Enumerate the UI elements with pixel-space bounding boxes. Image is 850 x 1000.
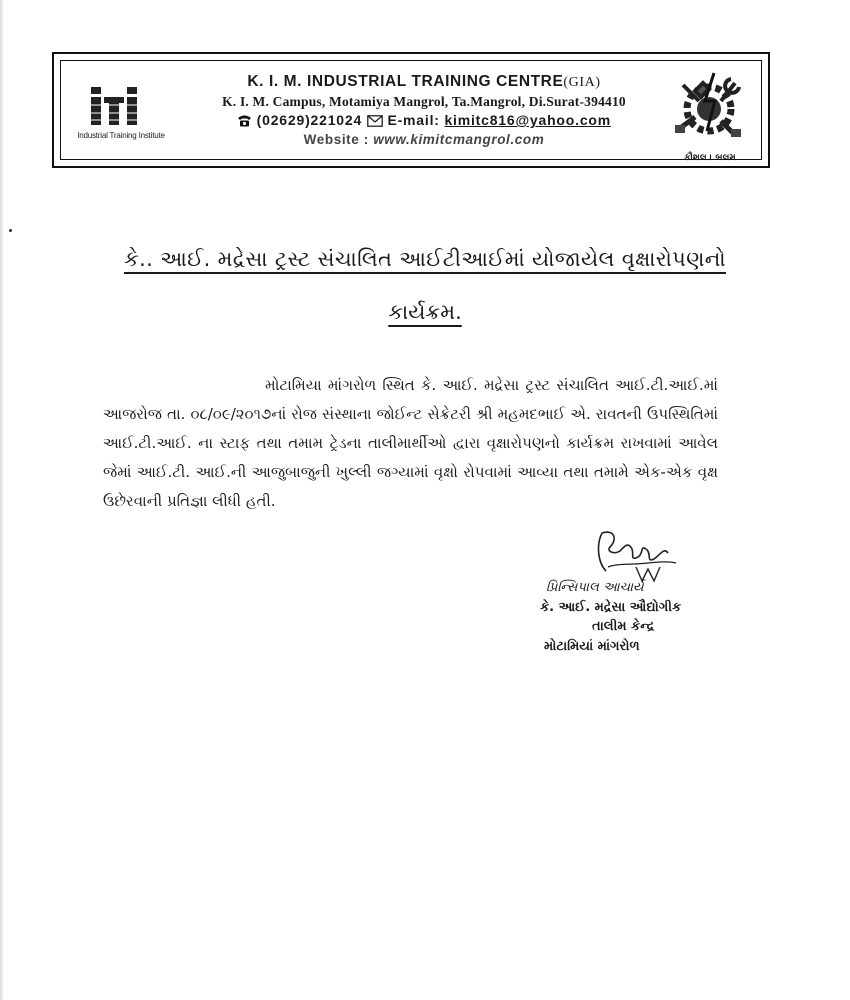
document-title-continued: કાર્યક્રમ.	[388, 300, 462, 324]
iti-logo-caption: Industrial Training Institute	[77, 131, 165, 140]
signatory-institution-continued: તાલીમ કેન્દ્ર	[592, 619, 655, 634]
gear-wrench-emblem-icon	[669, 71, 751, 147]
envelope-icon	[367, 114, 383, 130]
letterhead-inner-border	[60, 60, 762, 163]
letterhead-text	[179, 73, 669, 147]
document-title: કે.. આઈ. મદ્રેસા ટ્રસ્ટ સંચાલિત આઈટીઆઈમાં યોજાયેલ વૃક્ષારોપણનો	[124, 247, 726, 271]
skill-emblem	[669, 71, 751, 163]
iti-logo	[71, 83, 171, 147]
phone-number: (02629)221024	[256, 112, 363, 128]
emblem-caption: કૌશલ । બલમ	[684, 153, 736, 163]
website-label: Website :	[303, 132, 369, 147]
email-label: E-mail:	[387, 112, 440, 128]
iti-logo-icon	[89, 83, 153, 127]
email-link[interactable]: kimitc816@yahoo.com	[444, 112, 612, 128]
signatory-block	[540, 578, 725, 656]
website-link[interactable]: www.kimitcmangrol.com	[373, 132, 545, 147]
signatory-designation: પ્રિન્સિપાલ આચાર્ય	[546, 580, 644, 595]
body-paragraph-container	[103, 371, 718, 516]
contact-line	[179, 112, 669, 130]
telephone-icon	[237, 114, 252, 130]
org-address: K. I. M. Campus, Motamiya Mangrol, Ta.Mangrol, Di.Surat-394410	[222, 94, 626, 109]
handwritten-signature	[588, 527, 686, 585]
org-tag: (GIA)	[563, 75, 601, 90]
scan-speck	[9, 229, 12, 232]
letterhead	[52, 52, 770, 168]
org-name: K. I. M. INDUSTRIAL TRAINING CENTRE	[247, 73, 564, 90]
signatory-institution: કે. આઈ. મદ્રેસા ઔદ્યોગીક	[540, 599, 682, 615]
website-line	[179, 132, 669, 147]
org-name-line	[179, 73, 669, 91]
signatory-location: મોટામિયાં માંગરોળ	[544, 638, 640, 654]
scan-edge-shadow	[0, 0, 4, 1000]
body-paragraph: મોટામિયા માંગરોળ સ્થિત કે. આઈ. મદ્રેસા ટ્રસ્ટ સંચાલિત આઈ.ટી.આઈ.માં આજરોજ તા. ૦૮/૦૯/૨૦૧૭નાં રોજ સંસ્થાના જોઈન્ટ સેક્રેટરી શ્રી મહમદભાઈ એ. રાવતની ઉપસ્થિતિમાં આઈ.ટી.આઈ. ના સ્ટાફ તથા તમામ ટ્રેડના તાલીમાર્થીઓ દ્વારા વૃક્ષારોપણનો કાર્યક્રમ રાખવામાં આવેલ જેમાં આઈ.ટી. આઈ.ની આજુબાજુની ખુલ્લી જગ્યામાં વૃક્ષો રોપવામાં આવ્યા તથા તમામે એક-એક વૃક્ષ ઉછેરવાની પ્રતિજ્ઞા લીધી હતી.	[103, 376, 718, 510]
